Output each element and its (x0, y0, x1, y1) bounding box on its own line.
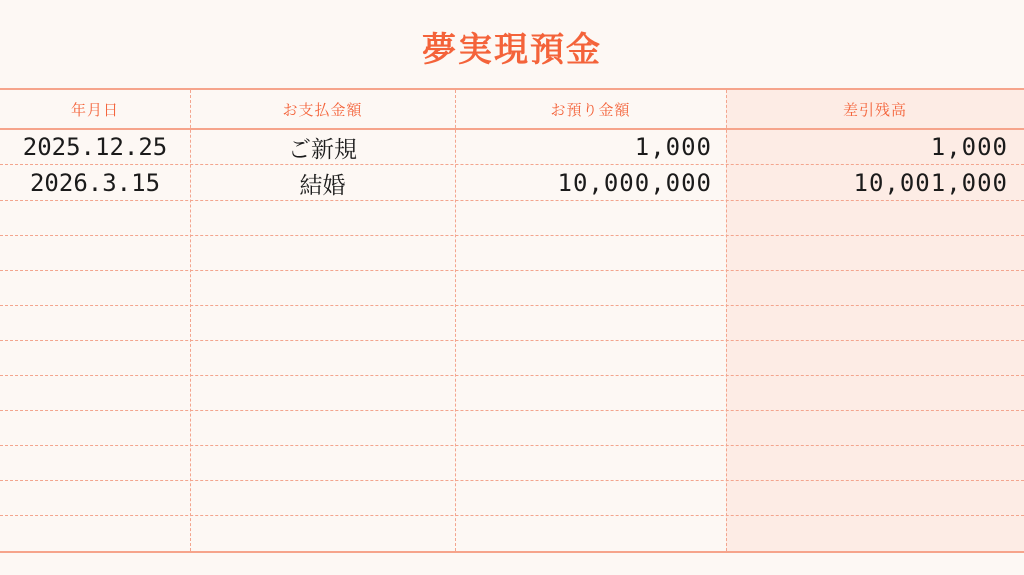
cell-deposit: 1,000 (634, 133, 712, 161)
column-header-deposit: お預り金額 (550, 100, 631, 119)
column-header-payment: お支払金額 (282, 100, 363, 119)
table-row (0, 166, 1024, 200)
ledger-table (0, 88, 1024, 553)
row-divider (0, 305, 1024, 306)
cell-payment: 結婚 (299, 172, 346, 199)
row-divider (0, 375, 1024, 376)
table-header-row (0, 90, 1024, 128)
column-header-balance: 差引残高 (842, 100, 907, 119)
table-bottom-rule (0, 551, 1024, 553)
row-divider (0, 445, 1024, 446)
row-divider (0, 270, 1024, 271)
page-title: 夢実現預金 (422, 30, 602, 70)
cell-date: 2025.12.25 (22, 133, 168, 161)
column-header-date: 年月日 (70, 100, 119, 119)
cell-date: 2026.3.15 (29, 169, 161, 197)
row-divider (0, 480, 1024, 481)
row-divider (0, 200, 1024, 201)
row-divider (0, 340, 1024, 341)
row-divider (0, 410, 1024, 411)
row-divider (0, 164, 1024, 165)
cell-balance: 10,001,000 (853, 169, 1008, 197)
cell-deposit: 10,000,000 (557, 169, 712, 197)
table-row (0, 130, 1024, 164)
row-divider (0, 515, 1024, 516)
row-divider (0, 235, 1024, 236)
cell-payment: ご新規 (288, 136, 357, 163)
cell-balance: 1,000 (930, 133, 1008, 161)
